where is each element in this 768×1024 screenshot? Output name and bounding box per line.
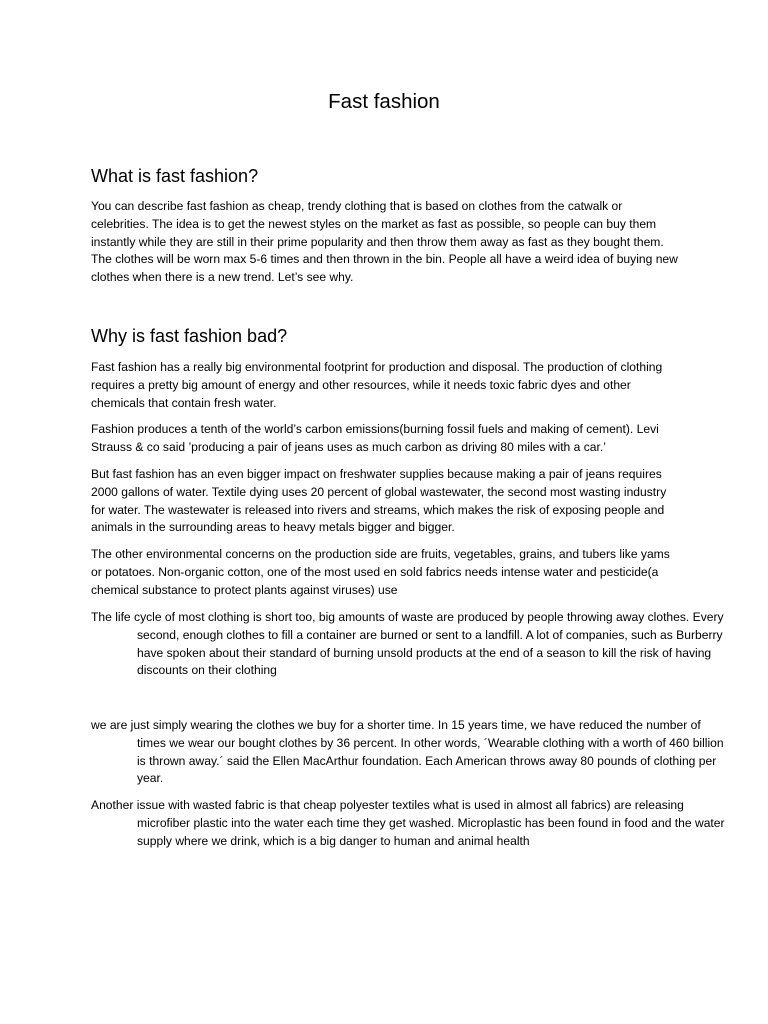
paragraph-cotton: The other environmental concerns on the production side are fruits, vegetables, grains, and tubers like yams or potatoes. Non-organic cotton, one of the most used en sold fabrics needs intense water and pesticide(a chemical substance to protect plants against viruses) use <box>91 547 670 597</box>
paragraph-lifecycle: The life cycle of most clothing is short too, big amounts of waste are produced by people throwing away clothes. Every second, enough clothes to fill a container are burned or sent to a landfill. A lot of companies, such as Burberry have spoken about their standard of burning unsold products at the end of a season to kill the risk of having discounts on their clothing <box>91 610 724 678</box>
paragraph-wearing: we are just simply wearing the clothes we buy for a shorter time. In 15 years time, we have reduced the number of times we wear our bought clothes by 36 percent. In other words, ´Wearable clothing with a worth of 460 billion is thrown away.´ said the Ellen MacArthur foundation. Each American throws away 80 pounds of clothing per year. <box>91 718 724 786</box>
section-heading-why: Why is fast fashion bad? <box>91 326 288 346</box>
paragraph-footprint: Fast fashion has a really big environmental footprint for production and disposal. The production of clothing requires a pretty big amount of energy and other resources, while it needs toxic fabric dyes and other chemicals that contain fresh water. <box>91 360 663 410</box>
document-title: Fast fashion <box>328 90 440 113</box>
paragraph-definition: You can describe fast fashion as cheap, trendy clothing that is based on clothes from the catwalk or celebrities. The idea is to get the newest styles on the market as fast as possible, so people can buy them instantly while they are still in their prime popularity and then throw them away as fast as they bought them. The clothes will be worn max 5-6 times and then thrown in the bin. People all have a weird idea of buying new clothes when there is a new trend. Let’s see why. <box>91 199 678 285</box>
paragraph-microplastic: Another issue with wasted fabric is that cheap polyester textiles what is used in almost all fabrics) are releasing microfiber plastic into the water each time they get washed. Microplastic has been found in food and the water supply where we drink, which is a big danger to human and animal health <box>91 798 725 848</box>
paragraph-water: But fast fashion has an even bigger impact on freshwater supplies because making a pair of jeans requires 2000 gallons of water. Textile dying uses 20 percent of global wastewater, the second most wasting industry for water. The wastewater is released into rivers and streams, which makes the risk of exposing people and animals in the surrounding areas to heavy metals bigger and bigger. <box>91 467 667 535</box>
section-heading-what: What is fast fashion? <box>91 166 259 186</box>
paragraph-carbon: Fashion produces a tenth of the world’s carbon emissions(burning fossil fuels and making of cement). Levi Strauss & co said ’producing a pair of jeans uses as much carbon as driving 80 miles with a car.’ <box>91 422 659 454</box>
